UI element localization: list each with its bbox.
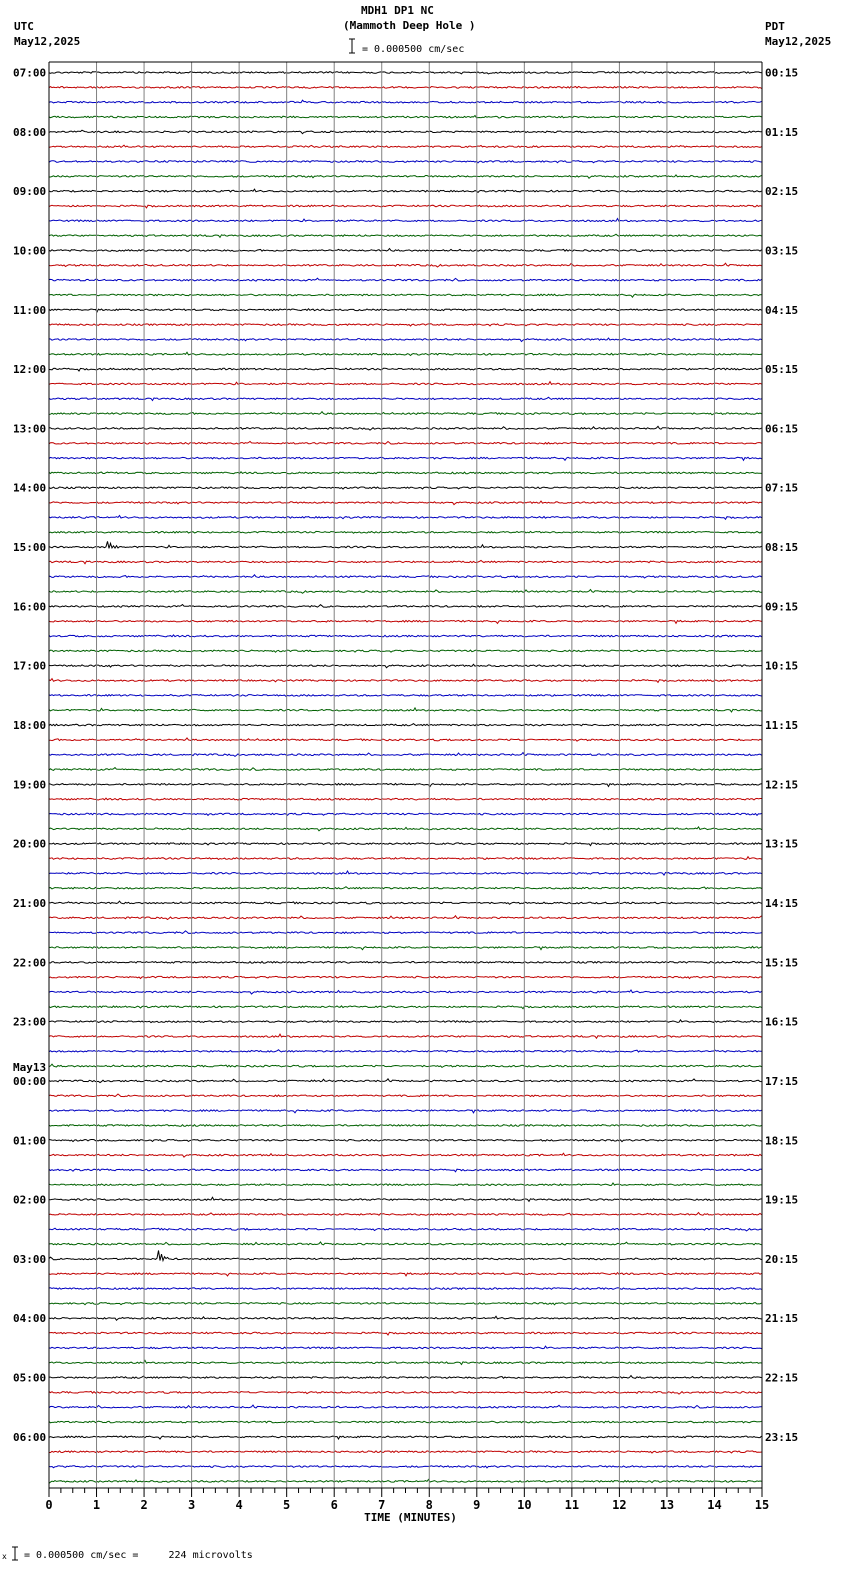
trace-line	[49, 1303, 762, 1305]
right-time-label: 09:15	[765, 600, 799, 614]
trace-line	[49, 1140, 762, 1142]
x-tick-label: 5	[283, 1498, 291, 1512]
trace-line	[49, 294, 762, 297]
right-time-label: 05:15	[765, 363, 799, 377]
trace-line	[49, 1197, 762, 1201]
trace-line	[49, 708, 762, 712]
trace-line	[49, 412, 762, 415]
trace-line	[49, 72, 762, 74]
trace-line	[49, 1479, 762, 1483]
date-change-label: May13	[13, 1060, 47, 1074]
trace-line	[49, 278, 762, 281]
trace-line	[49, 249, 762, 252]
traces	[49, 72, 762, 1484]
trace-line	[49, 827, 762, 831]
x-tick-label: 6	[330, 1498, 338, 1512]
trace-line	[49, 309, 762, 312]
x-tick-label: 1	[92, 1498, 101, 1512]
trace-line	[49, 590, 762, 594]
trace-line	[49, 857, 762, 860]
trace-line	[49, 738, 762, 741]
trace-line	[49, 531, 762, 533]
trace-line	[49, 901, 762, 904]
trace-line	[49, 441, 762, 444]
left-time-label: 11:00	[13, 303, 47, 317]
trace-line	[49, 1213, 762, 1216]
trace-line	[49, 620, 762, 623]
left-time-label: 15:00	[13, 541, 47, 555]
left-time-label: 12:00	[13, 363, 47, 377]
scale-label: = 0.000500 cm/sec	[362, 44, 465, 55]
trace-line	[49, 1466, 762, 1468]
left-time-label: 03:00	[13, 1252, 47, 1266]
x-axis-label: TIME (MINUTES)	[364, 1511, 457, 1524]
trace-line	[49, 962, 762, 964]
trace-line	[49, 1421, 762, 1423]
right-time-label: 13:15	[765, 837, 799, 851]
trace-line	[49, 976, 762, 978]
trace-line	[49, 175, 762, 178]
x-axis	[45, 1488, 769, 1524]
trace-line	[49, 338, 762, 342]
trace-line	[49, 1346, 762, 1349]
left-time-label: 08:00	[13, 125, 47, 139]
trace-line	[49, 189, 762, 192]
x-tick-label: 15	[754, 1498, 770, 1512]
trace-line	[49, 843, 762, 846]
left-time-label: 09:00	[13, 185, 47, 199]
trace-line	[49, 501, 762, 505]
x-tick-label: 3	[187, 1498, 196, 1512]
trace-line	[49, 472, 762, 474]
trace-line	[49, 768, 762, 771]
trace-line	[49, 1251, 762, 1261]
trace-line	[49, 695, 762, 697]
trace-line	[49, 605, 762, 608]
trace-line	[49, 871, 762, 875]
left-time-label: 17:00	[13, 659, 47, 673]
trace-line	[49, 1006, 762, 1009]
station-title: MDH1 DP1 NC	[361, 4, 434, 17]
left-time-label: 18:00	[13, 719, 47, 733]
trace-line	[49, 798, 762, 800]
trace-line	[49, 1376, 762, 1379]
left-time-label: 04:00	[13, 1312, 47, 1326]
trace-line	[49, 664, 762, 667]
trace-line	[49, 813, 762, 815]
x-tick-label: 8	[425, 1498, 433, 1512]
trace-line	[49, 219, 762, 222]
x-tick-label: 7	[378, 1498, 386, 1512]
right-time-label: 02:15	[765, 185, 799, 199]
left-time-label: 01:00	[13, 1134, 47, 1148]
x-tick-label: 9	[473, 1498, 481, 1512]
trace-line	[49, 560, 762, 563]
trace-line	[49, 1391, 762, 1394]
x-tick-label: 10	[517, 1498, 532, 1512]
trace-line	[49, 87, 762, 89]
left-time-label: 13:00	[13, 422, 47, 436]
trace-line	[49, 487, 762, 489]
trace-line	[49, 116, 762, 119]
trace-line	[49, 1228, 762, 1231]
right-time-label: 17:15	[765, 1074, 799, 1088]
right-date-label: May12,2025	[765, 35, 832, 48]
station-location: (Mammoth Deep Hole )	[343, 19, 476, 32]
right-time-label: 00:15	[765, 66, 799, 80]
trace-line	[49, 1079, 762, 1083]
right-time-label: 10:15	[765, 659, 799, 673]
trace-line	[49, 397, 762, 400]
left-date-label: May12,2025	[14, 35, 81, 48]
x-tick-label: 0	[45, 1498, 53, 1512]
trace-line	[49, 234, 762, 237]
x-tick-label: 4	[235, 1498, 243, 1512]
left-time-label: 22:00	[13, 956, 47, 970]
trace-line	[49, 1110, 762, 1113]
trace-line	[49, 145, 762, 147]
left-time-label: 14:00	[13, 481, 47, 495]
right-time-label: 15:15	[765, 956, 799, 970]
trace-line	[49, 263, 762, 267]
trace-line	[49, 1273, 762, 1276]
trace-line	[49, 753, 762, 757]
trace-line	[49, 1034, 762, 1038]
x-tick-label: 2	[140, 1498, 148, 1512]
left-time-label: 02:00	[13, 1193, 47, 1207]
trace-line	[49, 990, 762, 994]
trace-line	[49, 1064, 762, 1067]
trace-line	[49, 368, 762, 371]
left-time-label: 19:00	[13, 778, 47, 792]
left-time-label: 23:00	[13, 1015, 47, 1029]
right-time-label: 18:15	[765, 1134, 799, 1148]
right-time-label: 21:15	[765, 1312, 799, 1326]
trace-line	[49, 100, 762, 103]
trace-line	[49, 1451, 762, 1453]
trace-line	[49, 130, 762, 134]
x-tick-label: 12	[612, 1498, 627, 1512]
trace-line	[49, 352, 762, 355]
x-tick-label: 11	[564, 1498, 580, 1512]
right-time-label: 14:15	[765, 896, 799, 910]
right-time-label: 20:15	[765, 1252, 799, 1266]
trace-line	[49, 916, 762, 920]
trace-line	[49, 1094, 762, 1097]
trace-line	[49, 324, 762, 326]
trace-line	[49, 1242, 762, 1245]
trace-line	[49, 426, 762, 430]
trace-line	[49, 946, 762, 949]
trace-line	[49, 1405, 762, 1408]
trace-line	[49, 1316, 762, 1320]
left-time-label: 07:00	[13, 66, 47, 80]
trace-line	[49, 679, 762, 683]
x-tick-label: 14	[707, 1498, 722, 1512]
right-time-label: 22:15	[765, 1371, 799, 1385]
right-time-label: 11:15	[765, 719, 799, 733]
right-time-label: 12:15	[765, 778, 799, 792]
trace-line	[49, 1288, 762, 1290]
footer-marker: x	[2, 1552, 7, 1561]
right-time-label: 07:15	[765, 481, 799, 495]
trace-line	[49, 161, 762, 163]
trace-line	[49, 1169, 762, 1172]
left-time-label: 10:00	[13, 244, 47, 258]
left-time-label: 05:00	[13, 1371, 47, 1385]
left-time-label: 20:00	[13, 837, 47, 851]
trace-line	[49, 1125, 762, 1127]
trace-line	[49, 931, 762, 934]
trace-line	[49, 575, 762, 578]
right-time-label: 08:15	[765, 541, 799, 555]
trace-line	[49, 1436, 762, 1439]
right-zone-label: PDT	[765, 20, 785, 33]
left-zone-label: UTC	[14, 20, 34, 33]
left-time-label: 06:00	[13, 1430, 47, 1444]
trace-line	[49, 457, 762, 460]
trace-line	[49, 650, 762, 652]
trace-line	[49, 784, 762, 787]
trace-line	[49, 516, 762, 520]
trace-line	[49, 1020, 762, 1023]
x-tick-label: 13	[659, 1498, 675, 1512]
trace-line	[49, 382, 762, 385]
trace-line	[49, 887, 762, 889]
trace-line	[49, 635, 762, 637]
footer-scale-note: = 0.000500 cm/sec = 224 microvolts	[24, 1550, 253, 1561]
trace-line	[49, 205, 762, 208]
right-time-label: 06:15	[765, 422, 799, 436]
right-time-label: 23:15	[765, 1430, 799, 1444]
left-time-label: 21:00	[13, 896, 47, 910]
trace-line	[49, 1050, 762, 1052]
right-time-label: 04:15	[765, 303, 799, 317]
left-time-label: 00:00	[13, 1074, 47, 1088]
trace-line	[49, 1153, 762, 1157]
trace-line	[49, 541, 762, 548]
trace-line	[49, 1183, 762, 1186]
right-time-label: 01:15	[765, 125, 799, 139]
right-time-label: 03:15	[765, 244, 799, 258]
left-time-label: 16:00	[13, 600, 47, 614]
trace-line	[49, 724, 762, 726]
right-time-label: 19:15	[765, 1193, 799, 1207]
trace-line	[49, 1360, 762, 1364]
trace-line	[49, 1332, 762, 1335]
right-time-label: 16:15	[765, 1015, 799, 1029]
